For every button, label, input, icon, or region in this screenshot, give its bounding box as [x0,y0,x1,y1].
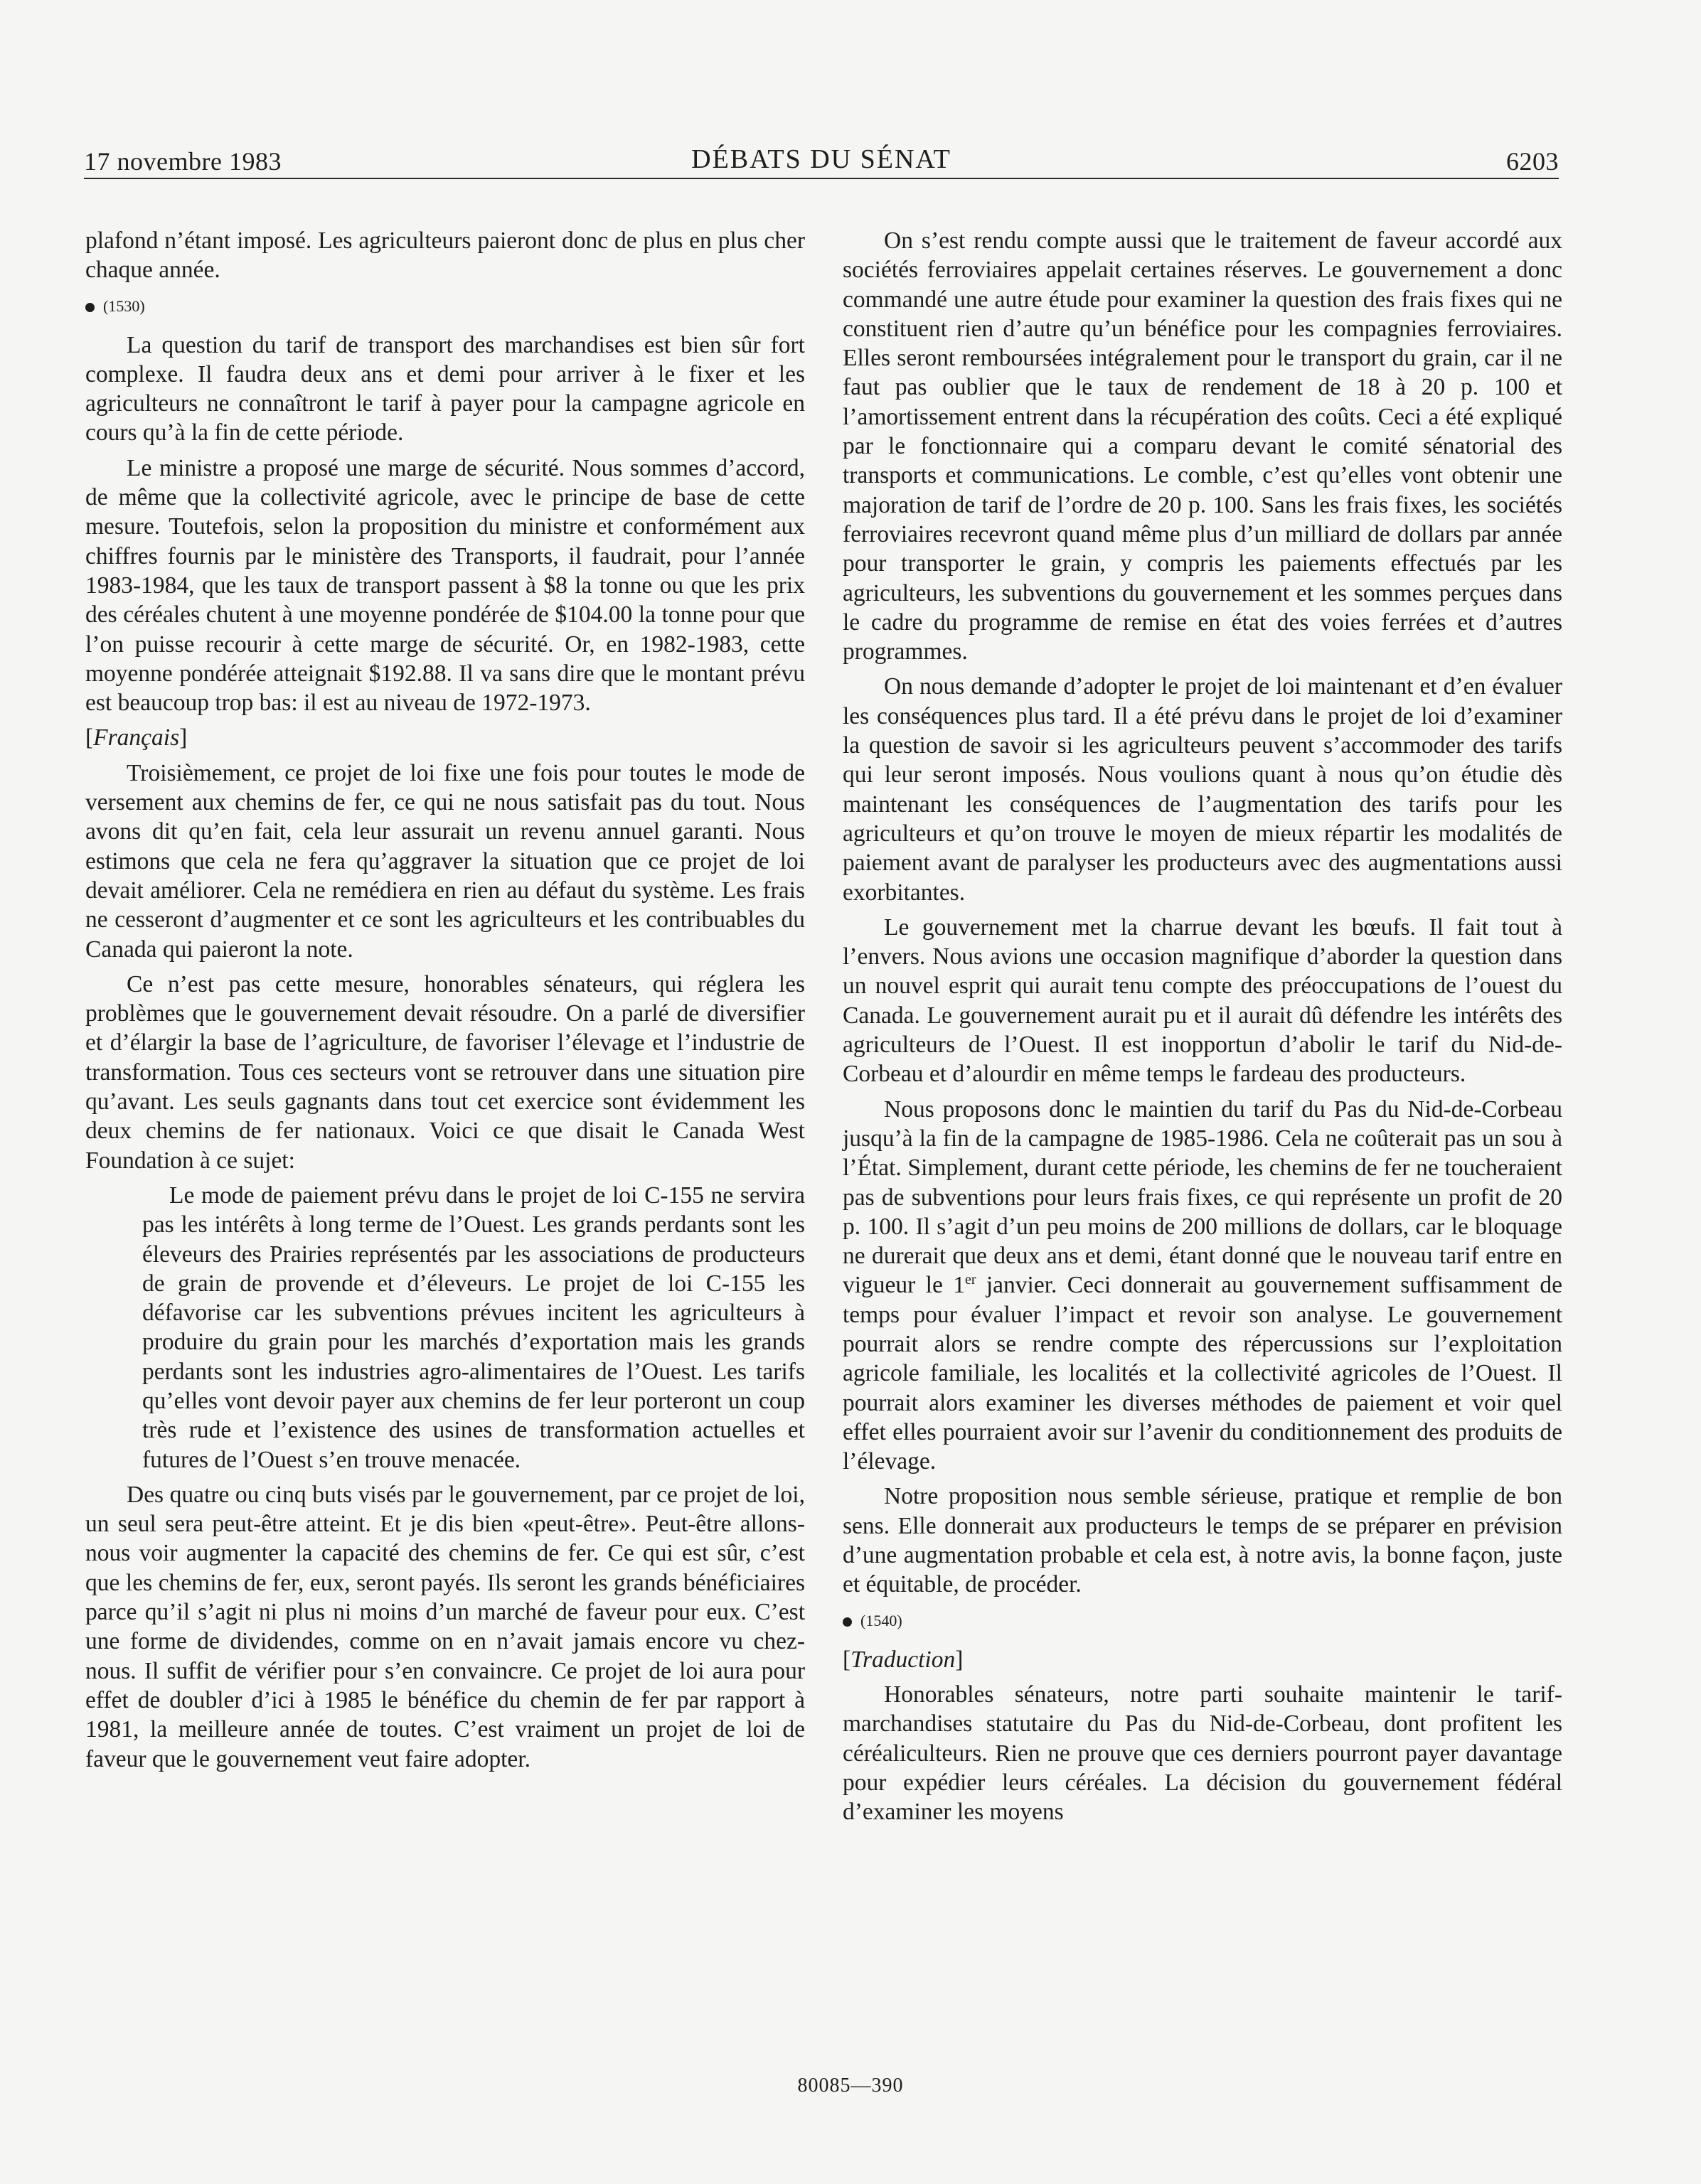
paragraph: Le ministre a proposé une marge de sécurité. Nous sommes d’accord, de même que la collectivité agricole, avec le principe de base de cette mesure. Toutefois, selon la proposition du ministre et conformément aux chiffres fournis par le ministère des Transports, il faudrait, pour l’année 1983-1984, que les taux de transport passent à $8 la tonne ou que les prix des céréales chutent à une moyenne pondérée de $104.00 la tonne pour que l’on puisse recourir à cette marge de sécurité. Or, en 1982-1983, cette moyenne pondérée atteignait $192.88. Il va sans dire que le montant prévu est beaucoup trop bas: il est au niveau de 1972-1973. [85,454,805,717]
time-marker [843,1611,1562,1631]
paragraph-text: Nous proposons donc le maintien du tarif du Pas du Nid-de-Corbeau jusqu’à la fin de la campagne de 1985-1986. Cela ne coûterait pas un sou à l’État. Simplement, durant cette période, les chemins de fer ne toucheraient pas de subventions pour leurs frais fixes, ce qui représente un profit de 20 p. 100. Il s’agit d’un peu moins de 200 millions de dollars, car le bloquage ne durerait que deux ans et demi, étant donné que le nouveau tarif entre en vigueur le 1 [843,1096,1562,1299]
bullet-dot-icon [843,1617,852,1627]
paragraph: plafond n’étant imposé. Les agriculteurs paieront donc de plus en plus cher chaque année. [85,228,805,284]
superscript: er [964,1272,976,1288]
paragraph: Notre proposition nous semble sérieuse, pratique et remplie de bon sens. Elle donnerait aux producteurs le temps de se préparer en prévision d’une augmentation probable et cela est, à notre avis, la bonne façon, juste et équitable, de procéder. [843,1483,1562,1598]
bullet-dot-icon [85,303,95,312]
language-note-label: Français [93,724,180,751]
paragraph: On s’est rendu compte aussi que le traitement de faveur accordé aux sociétés ferroviaires appelait certaines réserves. Le gouvernement a donc commandé une autre étude pour examiner la question des frais fixes qui ne constituent rien d’autre qu’un bénéfice pour les compagnies ferroviaires. Elles seront remboursées intégralement pour le transport du grain, car il ne faut pas oublier que le taux de rendement de 18 à 20 p. 100 et l’amortissement entrent dans la récupération des coûts. Ceci a été expliqué par le fonctionnaire qui a comparu devant le comité sénatorial des transports et communications. Le comble, c’est qu’elles vont obtenir une majoration de tarif de l’ordre de 20 p. 100. Sans les frais fixes, les sociétés ferroviaires recevront quand même plus d’un milliard de dollars par année pour transporter le grain, y compris les paiements effectués par les agriculteurs, les subventions du gouvernement et les sommes perçues dans le cadre du programme de remise en état des voies ferrées et d’autres programmes. [843,228,1562,665]
paragraph: Des quatre ou cinq buts visés par le gouvernement, par ce projet de loi, un seul sera peut-être atteint. Et je dis bien «peut-être». Peut-être allons-nous voir augmenter la capacité des chemins de fer. Ce qui est sûr, c’est que les chemins de fer, eux, seront payés. Ils seront les grands bénéficiaires parce qu’il s’agit ni plus ni moins d’un marché de faveur pour eux. C’est une forme de dividendes, comme on en n’avait jamais encore vu chez-nous. Il suffit de vérifier pour s’en convaincre. Ce projet de loi aura pour effet de doubler d’ici à 1985 le bénéfice du chemin de fer par rapport à 1981, la meilleure année de toutes. C’est vraiment un projet de loi de faveur que le gouvernement veut faire adopter. [85,1481,805,1772]
language-note: [Traduction] [843,1646,964,1673]
right-column [843,226,1562,1832]
paragraph: Ce n’est pas cette mesure, honorables sénateurs, qui réglera les problèmes que le gouvernement devait résoudre. On a parlé de diversifier et d’élargir la base de l’agriculture, de favoriser l’élevage et l’industrie de transformation. Tous ces secteurs vont se retrouver dans une situation pire qu’avant. Les seuls gagnants dans tout cet exercice sont évidemment les deux chemins de fer nationaux. Voici ce que disait le Canada West Foundation à ce sujet: [85,970,805,1174]
block-quote: Le mode de paiement prévu dans le projet de loi C-155 ne servira pas les intérêts à long terme de l’Ouest. Les grands perdants sont les éleveurs des Prairies représentés par les associations de producteurs de grain de provende et d’éleveurs. Le projet de loi C-155 les défavorise car les subventions prévues incitent les agriculteurs à produire du grain pour les marchés d’exportation mais les grands perdants sont les industries agro-alimentaires de l’Ouest. Les tarifs qu’elles vont devoir payer aux chemins de fer leur porteront un coup très rude et l’existence des usines de transformation actuelles et futures de l’Ouest s’en trouve menacée. [142,1182,805,1473]
paragraph: Le gouvernement met la charrue devant les bœufs. Il fait tout à l’envers. Nous avions une occasion magnifique d’aborder la question dans un nouvel esprit qui aurait tenu compte des préoccupations de l’ouest du Canada. Le gouvernement aurait pu et il aurait dû défendre les intérêts des agriculteurs de l’Ouest. Il est inopportun d’abolir le tarif du Nid-de-Corbeau et d’alourdir en même temps le fardeau des producteurs. [843,914,1562,1088]
footer-code: 80085—390 [797,2075,904,2097]
paragraph-text: janvier. Ceci donnerait au gouvernement suffisamment de temps pour évaluer l’impact et revoir son analyse. Le gouvernement pourrait alors se rendre compte des répercussions sur l’exploitation agricole familiale, les localités et la collectivité agricoles de l’Ouest. Il pourrait alors examiner les diverses méthodes de paiement et voir quel effet elles pourraient avoir sur l’avenir du conditionnement des produits de l’élevage. [843,1272,1563,1475]
paragraph: On nous demande d’adopter le projet de loi maintenant et d’en évaluer les conséquences plus tard. Il a été prévu dans le projet de loi d’examiner la question de savoir si les agriculteurs peuvent s’accommoder des tarifs qui leur seront imposés. Nous voulions quant à nous qu’on étudie dès maintenant les conséquences de l’augmentation des tarifs pour les agriculteurs et qu’on trouve le moyen de mieux répartir les modalités de paiement avant de paralyser les producteurs avec des augmentations aussi exorbitantes. [843,673,1562,906]
header-date: 17 novembre 1983 [84,147,282,176]
time-marker-label: (1540) [860,1611,902,1629]
paragraph [843,1095,1562,1477]
time-marker [85,296,805,316]
language-note: [Français] [85,724,188,751]
language-note-label: Traduction [850,1646,956,1673]
page-number: 6203 [1506,147,1559,176]
paragraph: La question du tarif de transport des marchandises est bien sûr fort complexe. Il faudra deux ans et demi pour arriver à le fixer et les agriculteurs ne connaîtront le tarif à payer pour la campagne agricole en cours qu’à la fin de cette période. [85,331,805,446]
page-header [84,139,1559,179]
left-column [85,226,805,1779]
paragraph: Honorables sénateurs, notre parti souhaite maintenir le tarif-marchandises statutaire du Pas du Nid-de-Corbeau, dont profitent les céréaliculteurs. Rien ne prouve que ces derniers pourront payer davantage pour expédier leurs céréales. La décision du gouvernement fédéral d’examiner les moyens [843,1681,1562,1826]
header-title: DÉBATS DU SÉNAT [691,144,951,174]
time-marker-label: (1530) [103,296,145,315]
paragraph: Troisièmement, ce projet de loi fixe une fois pour toutes le mode de versement aux chemins de fer, ce qui ne nous satisfait pas du tout. Nous avons dit qu’en fait, cela leur assurait un revenu annuel garanti. Nous estimons que cela ne fera qu’aggraver la situation que ce projet de loi devait améliorer. Cela ne remédiera en rien au défaut du système. Les frais ne cesseront d’augmenter et ce sont les agriculteurs et les contribuables du Canada qui paieront la note. [85,759,805,963]
